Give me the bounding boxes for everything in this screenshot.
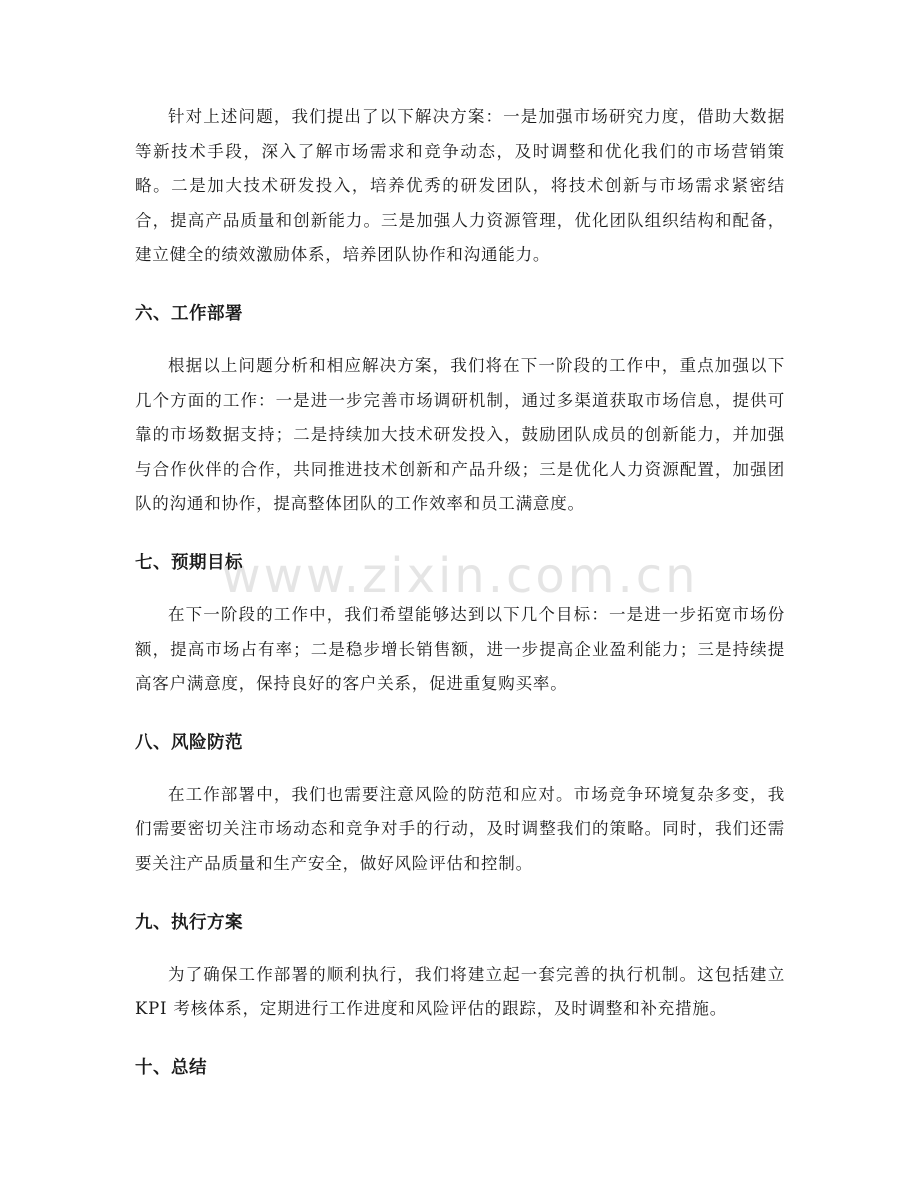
intro-paragraph: 针对上述问题，我们提出了以下解决方案：一是加强市场研究力度，借助大数据等新技术手段，深入了解市场需求和竞争动态，及时调整和优化我们的市场营销策略。二是加大技术研发投入，培养优秀的研发团队，将技术创新与市场需求紧密结合，提高产品质量和创新能力。三是加强人力资源管理，优化团队组织结构和配备，建立健全的绩效激励体系，培养团队协作和沟通能力。	[135, 107, 785, 265]
watermark-text: www.zixin.com.cn	[221, 548, 699, 604]
section-heading-summary: 十、总结	[135, 1057, 207, 1078]
section-heading-expected-goals: 七、预期目标	[135, 552, 243, 573]
section-paragraph-execution-plan: 为了确保工作部署的顺利执行，我们将建立起一套完善的执行机制。这包括建立 KPI 考核体系，定期进行工作进度和风险评估的跟踪，及时调整和补充措施。	[135, 964, 785, 1019]
section-heading-risk-prevention: 八、风险防范	[135, 732, 243, 753]
section-paragraph-work-deployment: 根据以上问题分析和相应解决方案，我们将在下一阶段的工作中，重点加强以下几个方面的工作：一是进一步完善市场调研机制，通过多渠道获取市场信息，提供可靠的市场数据支持；二是持续加大技术研发投入，鼓励团队成员的创新能力，并加强与合作伙伴的合作，共同推进技术创新和产品升级；三是优化人力资源配置，加强团队的沟通和协作，提高整体团队的工作效率和员工满意度。	[135, 355, 785, 514]
section-heading-work-deployment: 六、工作部署	[135, 303, 243, 324]
document-body	[135, 100, 785, 1085]
section-paragraph-risk-prevention: 在工作部署中，我们也需要注意风险的防范和应对。市场竞争环境复杂多变，我们需要密切关注市场动态和竞争对手的行动，及时调整我们的策略。同时，我们还需要关注产品质量和生产安全，做好风险评估和控制。	[135, 784, 785, 873]
section-heading-execution-plan: 九、执行方案	[135, 912, 243, 933]
section-paragraph-expected-goals: 在下一阶段的工作中，我们希望能够达到以下几个目标：一是进一步拓宽市场份额，提高市场占有率；二是稳步增长销售额，进一步提高企业盈利能力；三是持续提高客户满意度，保持良好的客户关系，促进重复购买率。	[135, 604, 785, 694]
